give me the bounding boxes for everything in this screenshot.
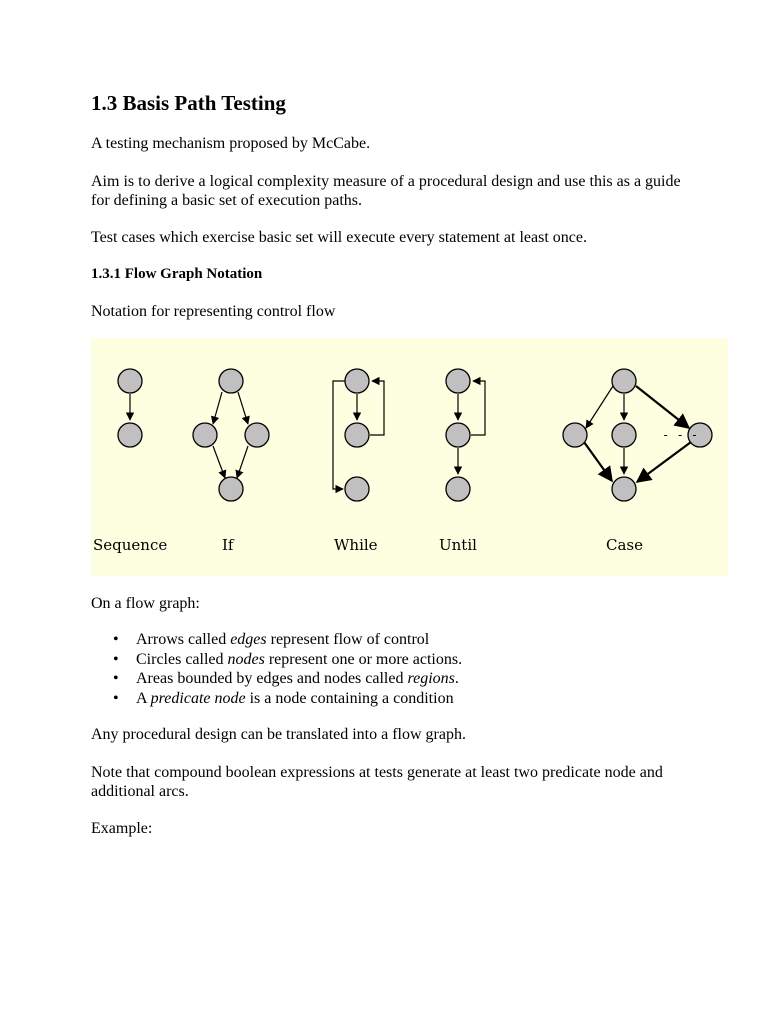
list-item-text: . — [454, 670, 459, 687]
case-graph — [563, 369, 712, 501]
list-item-text: Areas bounded by edges and nodes called — [136, 670, 408, 687]
test-cases-paragraph: Test cases which exercise basic set will execute every statement at least once. — [91, 229, 587, 246]
intro-paragraph: A testing mechanism proposed by McCabe. — [91, 135, 371, 152]
list-item-text: represent flow of control — [266, 631, 430, 648]
while-node-test — [345, 369, 369, 393]
list-item — [91, 689, 711, 709]
case-node-middle — [612, 423, 636, 447]
flow-graph-diagram — [91, 338, 728, 576]
until-node-test — [446, 423, 470, 447]
if-node-join — [219, 477, 243, 501]
case-ellipsis: - - - — [662, 428, 699, 442]
list-item — [91, 669, 711, 689]
label-until: Until — [439, 536, 477, 554]
aim-paragraph: Aim is to derive a logical complexity measure of a procedural design and use this as a guide for defining a basic set of execution paths. — [91, 173, 681, 209]
list-item-term: edges — [230, 631, 267, 648]
list-item-text: Arrows called — [136, 631, 231, 648]
list-item-text: is a node containing a condition — [245, 689, 454, 707]
if-node-top — [219, 369, 243, 393]
sequence-node-2 — [118, 423, 142, 447]
bullet-mark: • — [113, 631, 119, 648]
flow-graph-bullet-list — [91, 630, 711, 708]
case-node-left — [563, 423, 587, 447]
notation-intro-paragraph: Notation for representing control flow — [91, 303, 336, 320]
list-item-term: nodes — [227, 650, 265, 668]
list-item — [91, 650, 711, 670]
until-node-exit — [446, 477, 470, 501]
label-if: If — [222, 536, 234, 554]
example-label: Example: — [91, 820, 153, 837]
list-item-text: A — [136, 689, 151, 707]
if-node-left — [193, 423, 217, 447]
case-node-join — [612, 477, 636, 501]
label-case: Case — [606, 536, 643, 554]
list-item-term: predicate node — [150, 689, 246, 707]
case-node-top — [612, 369, 636, 393]
compound-paragraph: Note that compound boolean expressions at tests generate at least two predicate node and additional arcs. — [91, 764, 663, 800]
until-graph — [446, 369, 485, 501]
until-node-body — [446, 369, 470, 393]
bullet-mark: • — [113, 650, 119, 668]
list-item-term: regions — [407, 670, 455, 687]
sequence-graph — [118, 369, 142, 447]
if-graph — [193, 369, 269, 501]
while-node-body — [345, 423, 369, 447]
list-item-text: represent one or more actions. — [264, 650, 463, 668]
while-graph — [333, 369, 384, 501]
bullet-mark: • — [113, 670, 119, 687]
flow-graph-notation-figure — [91, 338, 728, 576]
label-sequence: Sequence — [93, 536, 168, 554]
list-item — [91, 630, 711, 650]
list-item-text: Circles called — [136, 650, 228, 668]
flow-graph-intro-paragraph: On a flow graph: — [91, 595, 200, 612]
bullet-mark: • — [113, 689, 119, 707]
while-node-exit — [345, 477, 369, 501]
translate-paragraph: Any procedural design can be translated into a flow graph. — [91, 726, 466, 743]
label-while: While — [334, 536, 378, 554]
sequence-node-1 — [118, 369, 142, 393]
section-heading: 1.3 Basis Path Testing — [91, 91, 286, 115]
subsection-heading: 1.3.1 Flow Graph Notation — [91, 266, 263, 282]
if-node-right — [245, 423, 269, 447]
